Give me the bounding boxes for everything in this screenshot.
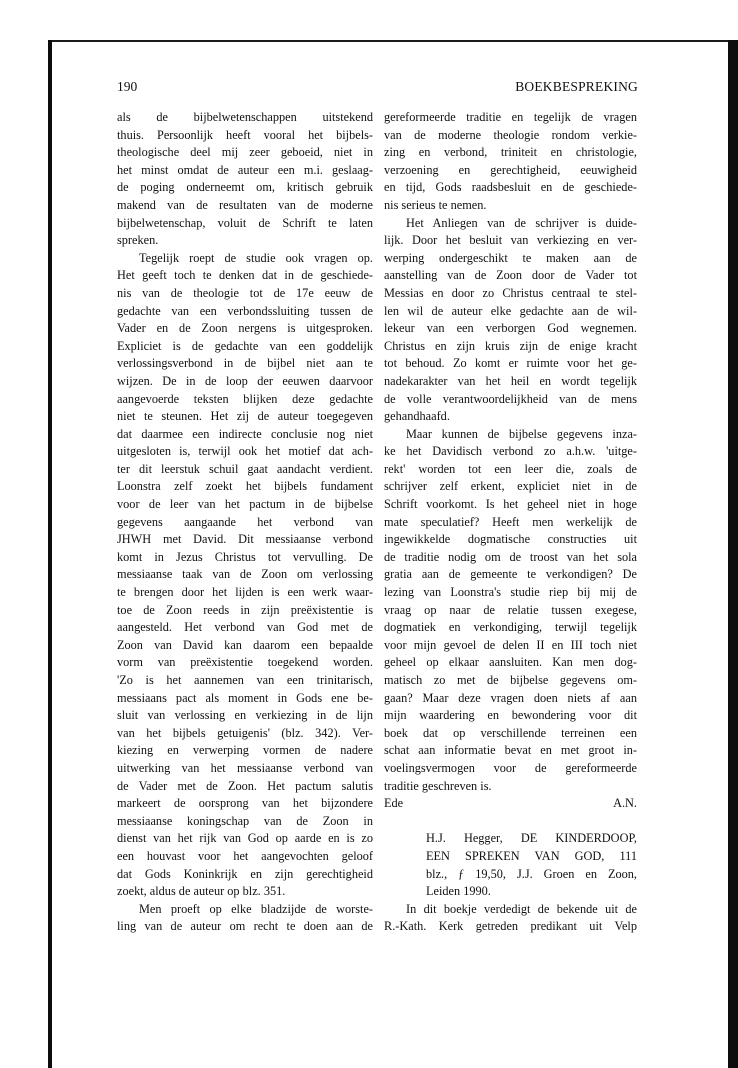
text-line: ling van de auteur om recht te doen aan de <box>117 919 373 934</box>
text-line: het minst omdat de auteur een m.i. geslaag- <box>117 162 373 177</box>
text-line: R.-Kath. Kerk getreden predikant uit Velp <box>384 919 637 934</box>
text-line: In dit boekje verdedigt de bekende uit de <box>406 901 637 916</box>
text-line: dogmatiek en verkondiging, terwijl tegelijk <box>384 620 637 635</box>
text-line: dat Gods Koninkrijk en zijn gerechtigheid <box>117 866 373 881</box>
text-line: vraag op naar de relatie tussen exegese, <box>384 602 637 617</box>
text-line: schat aan informatie bevat en met groot in- <box>384 743 637 758</box>
text-line: 'Zo is het aannemen van een trinitarisch, <box>117 673 373 687</box>
running-head: BOEKBESPREKING <box>515 79 638 94</box>
text-line: sluit van verlossing en verkiezing in de lijn <box>117 708 373 723</box>
text-line: zing en verbond, triniteit en christologie, <box>384 145 637 160</box>
text-line: een houvast voor het aangevochten geloof <box>117 848 373 863</box>
text-line: toe de Zoon reeds in zijn preëxistentie is <box>117 602 373 617</box>
text-line: uitgesloten is, terwijl ook het motief dat ach- <box>117 444 373 459</box>
text-line: thuis. Persoonlijk heeft vooral het bijbels- <box>117 127 373 142</box>
text-line: aangevoerde teksten blijken deze gedachte <box>117 391 373 406</box>
text-line: voor mijn gevoel de delen II en III toch niet <box>384 637 637 652</box>
text-line: schrijver zelf erkent, expliciet niet in de <box>384 479 637 494</box>
text-line: Loonstra zelf zoekt het bijbels fundament <box>117 479 373 494</box>
text-line: van de moderne theologie rondom verkie- <box>384 127 637 142</box>
text-line: ke het Davidisch verbond zo a.h.w. 'uitge- <box>384 444 637 459</box>
review-signature <box>384 795 637 813</box>
text-line: werping ondergeschikt te maken aan de <box>384 250 637 265</box>
text-line: vorm van preëxistentie toegekend worden. <box>117 655 373 670</box>
text-line: Christus en zijn kruis zijn de enige kracht <box>384 338 637 353</box>
text-line: gegevens aangaande het verbond van <box>117 514 373 529</box>
text-line: mate speculatief? Heeft men werkelijk de <box>384 514 637 529</box>
text-line: Tegelijk roept de studie ook vragen op. <box>139 250 373 265</box>
text-line: de traditie nodig om de troost van het sola <box>384 549 637 564</box>
text-line: de poging onderneemt om, kritisch gebruik <box>117 180 373 195</box>
text-line: matisch zo met de bijbelse gegevens om- <box>384 673 637 687</box>
text-line: Maar kunnen de bijbelse gegevens inza- <box>406 426 637 441</box>
scan-edge-left <box>48 40 52 1068</box>
text-line: boek dat op verschillende terreinen een <box>384 725 637 740</box>
text-line: lijk. Door het besluit van verkiezing en ver- <box>384 233 637 248</box>
text-line: niet te steunen. Het zij de auteur toegegeven <box>117 409 373 424</box>
text-line: markeert de oorsprong van het bijzondere <box>117 796 373 811</box>
text-line: voor de leer van het pactum in de bijbelse <box>117 497 373 512</box>
text-line: makend van de resultaten van de moderne <box>117 197 373 212</box>
text-line: Schrift voorkomt. Is het geheel niet in hoge <box>384 497 637 512</box>
book-reference-line: H.J. Hegger, DE KINDERDOOP, <box>426 831 637 846</box>
text-line: als de bijbelwetenschappen uitstekend <box>117 110 373 124</box>
book-reference-line: Leiden 1990. <box>426 884 491 899</box>
text-line: Het Anliegen van de schrijver is duide- <box>406 215 637 230</box>
next-review-body <box>384 901 637 936</box>
text-line: messiaanse taak van de Zoon om verlossing <box>117 567 373 582</box>
page-number: 190 <box>117 79 138 94</box>
text-line: uitwerking van het messiaanse verbond van <box>117 760 373 775</box>
text-line: de volle verantwoordelijkheid van de mens <box>384 391 637 406</box>
text-line: JHWH met David. Dit messiaanse verbond <box>117 532 373 547</box>
text-line: de Vader met de Zoon. Het pactum salutis <box>117 778 373 793</box>
text-line: aanstelling van de Zoon door de Vader tot <box>384 268 637 283</box>
text-line: Vader en de Zoon nergens is uitgesproken. <box>117 321 373 336</box>
text-line: nadekarakter van het heil en wordt tegelijk <box>384 373 637 388</box>
signature-initials: A.N. <box>613 796 637 811</box>
text-line: en tijd, Gods raadsbesluit en de geschiede- <box>384 180 637 195</box>
text-line: geheel op elkaar aansluiten. Kan men dog- <box>384 655 637 670</box>
text-line: Expliciet is de gedachte van een goddelijk <box>117 338 373 353</box>
text-line: gratia aan de gemeente te verkondigen? De <box>384 567 637 582</box>
text-line: Men proeft op elke bladzijde de worste- <box>139 901 373 916</box>
text-line: Zoon van David kan daarom een bepaalde <box>117 637 373 652</box>
right-column <box>384 109 637 936</box>
text-line: gehandhaafd. <box>384 409 450 424</box>
text-line: verlossingsverbond in de bijbel niet aan te <box>117 356 373 371</box>
text-line: gedachte van een verbondssluiting tussen de <box>117 303 373 318</box>
signature-place: Ede <box>384 796 404 811</box>
text-line: messiaanse koningschap van de Zoon in <box>117 813 373 828</box>
text-line: Het geeft toch te denken dat in de geschiede- <box>117 268 373 283</box>
text-line: zoekt, aldus de auteur op blz. 351. <box>117 884 286 899</box>
text-line: voelingsvermogen voor de gereformeerde <box>384 760 637 775</box>
text-line: rekt' worden tot een leer die, zoals de <box>384 461 637 476</box>
text-line: ingewikkelde dogmatische constructies uit <box>384 532 637 547</box>
text-line: Messias en door zo Christus centraal te stel- <box>384 285 637 300</box>
right-column-body <box>384 109 637 795</box>
text-line: ter dit leerstuk schuil gaat aandacht verdient. <box>117 461 373 476</box>
text-line: nis van de theologie tot de 17e eeuw de <box>117 285 373 300</box>
text-line: dat daarmee een indirecte conclusie nog niet <box>117 426 373 441</box>
text-line: lekeur van een verborgen God wegnemen. <box>384 321 637 336</box>
text-line: verzoening en gerechtigheid, eeuwigheid <box>384 162 637 177</box>
text-line: bijbelwetenschap, voluit de Schrift te laten <box>117 215 373 230</box>
text-line: theologische deel mij zeer geboeid, niet in <box>117 145 373 160</box>
text-line: komt in Jezus Christus tot vervulling. De <box>117 549 373 564</box>
text-line: messiaans pact als moment in Gods ene be- <box>117 690 373 705</box>
text-line: dienst van het rijk van God op aarde en is zo <box>117 831 373 846</box>
text-line: nis serieus te nemen. <box>384 197 487 212</box>
text-line: gereformeerde traditie en tegelijk de vragen <box>384 110 637 124</box>
left-column <box>117 109 373 936</box>
text-line: van het bijbels getuigenis' (blz. 342). Ver- <box>117 725 373 740</box>
text-line: aangesteld. Het verbond van God met de <box>117 620 373 635</box>
text-line: traditie geschreven is. <box>384 778 492 793</box>
text-line: spreken. <box>117 233 159 248</box>
section-gap <box>384 813 637 831</box>
book-reference <box>384 830 637 900</box>
text-line: te brengen door het lijden is een werk waar- <box>117 585 373 600</box>
scan-edge-top <box>48 40 738 42</box>
text-line: kiezing en verwerping vormen de nadere <box>117 743 373 758</box>
book-reference-line: EEN SPREKEN VAN GOD, 111 <box>426 848 637 863</box>
text-line: mijn waardering en bewondering voor dit <box>384 708 637 723</box>
text-line: lezing van Loonstra's studie riep bij mij de <box>384 585 637 600</box>
text-line: gaan? Maar deze vragen doen niets af aan <box>384 690 637 705</box>
book-reference-line: blz., ƒ 19,50, J.J. Groen en Zoon, <box>426 866 637 881</box>
text-line: wijzen. De in de loop der eeuwen daarvoor <box>117 373 373 388</box>
scan-edge-right <box>728 40 738 1068</box>
text-line: len wil de auteur elke gedachte aan de wil- <box>384 303 637 318</box>
text-line: tot behoud. Zo komt er ruimte voor het ge- <box>384 356 637 371</box>
